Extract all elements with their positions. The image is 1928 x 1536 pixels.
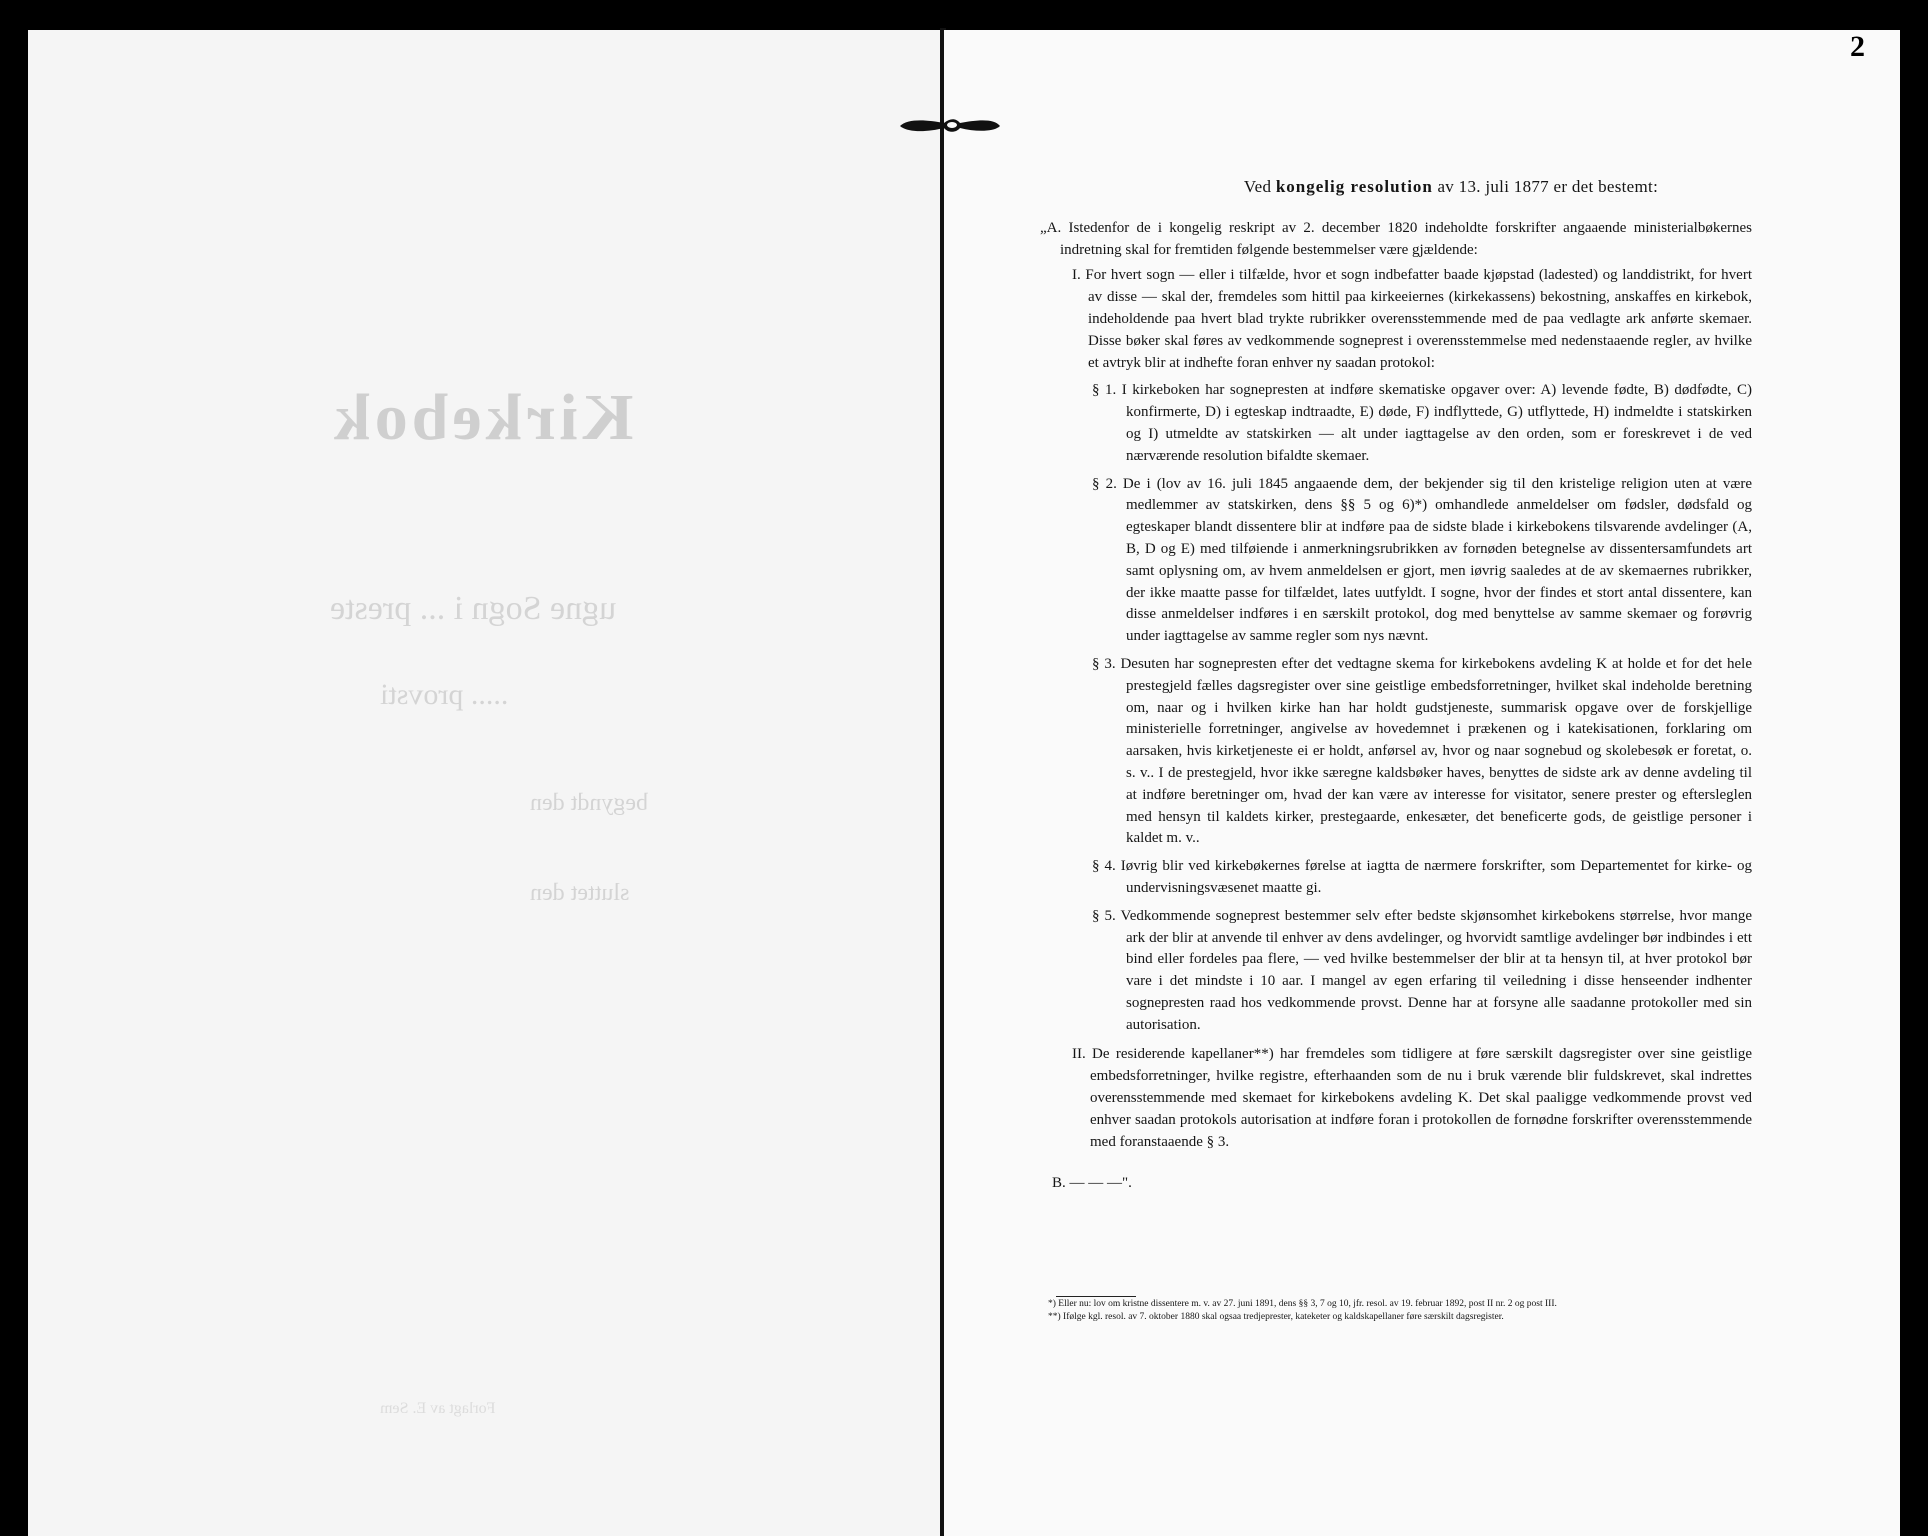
left-page-ghost-line: ugne Sogn i ... preste xyxy=(330,590,617,627)
section-i: I. For hvert sogn — eller i tilfælde, hvor et sogn indbefatter baade kjøpstad (ladested) og landdistrikt, for hvert av disse — skal der, fremdeles som hittil paa kirkeeiernes (kirkekassens) bekostning, anskaffes en kirkebok, indeholdende paa hvert blad trykte rubrikker overensstemmende med de paa vedlagte ark anførte skemaer. Disse bøker skal føres av vedkommende sogneprest i overensstemmelse med nedenstaaende regler, av hvilke et avtryk blir at indhefte foran enhver ny saadan protokol: xyxy=(1072,267,1752,371)
left-page-ghost-line: ..... provsti xyxy=(380,678,509,711)
page-number: 2 xyxy=(1850,30,1865,63)
footnotes xyxy=(1040,1290,1748,1324)
footnote-1: *) Eller nu: lov om kristne dissentere m. v. av 27. juni 1891, dens §§ 3, 7 og 10, jfr. resol. av 19. februar 1892, post II nr. 2 og post III. xyxy=(1048,1299,1557,1309)
paragraph-2: § 2. De i (lov av 16. juli 1845 angaaende dem, der bekjender sig til den kristelige religion uten at være medlemmer av statskirken, dens §§ 5 og 6)*) omhandlede anmeldelser om fødsler, dødsfald og egteskaper blandt dissentere blir at indføre paa de sidste blade i kirkebokens tilsvarende avdelinger (A, B, D og E) med tilføiende i anmerkningsrubrikken av fornøden betegnelse av dissentersamfundets art samt oplysning om, av hvem anmeldelsen er gjort, men iøvrig saaledes at de av skemaernes rubrikker, der ikke maatte passe for tilfældet, lates uutfyldt. I sogne, hvor der findes et stort antal dissentere, kan disse anmeldelser indføres i en særskilt protokol, dog med benyttelse av samme skemaer og forøvrig under iagttagelse av samme regler som nys nævnt. xyxy=(1092,475,1752,645)
paragraph-5: § 5. Vedkommende sogneprest bestemmer selv efter bedste skjønsomhet kirkebokens størrelse, hvor mange ark der blir at anvende til enhver av dens avdelinger, og hvorvidt samtlige avdelinger bør indbindes i ett bind eller fordeles paa flere, — ved hvilke bestemmelser der blir at ta hensyn til, at hver protokol bør vare i det mindste i 10 aar. I mangel av egen erfaring til veiledning i disse henseender indhenter sognepresten raad hos vedkommende provst. Denne har at forsyne alle saadanne protokoller med sin autorisation. xyxy=(1092,907,1752,1033)
section-ii: II. De residerende kapellaner**) har fremdeles som tidligere at føre særskilt dagsregister over sine geistlige embedsforretninger, hvilke registre, efterhaanden som de nu i bruk værende blir fuldskrevet, skal indrettes overensstemmende med skemaet for kirkebokens avdeling K. Det skal paaligge vedkommende provst ved enhver saadan protokols autorisation at indføre foran i protokollen de fornødne forskrifter overensstemmende med foranstaaende § 3. xyxy=(1072,1046,1752,1150)
paragraph-1: § 1. I kirkeboken har sognepresten at indføre skematiske opgaver over: A) levende fødte, B) dødfødte, C) konfirmerte, D) i egteskap indtraadte, E) døde, F) indflyttede, G) utflyttede, H) indmeldte i statskirken og I) utmeldte av statskirken — alt under iagttagelse av den orden, som er foreskrevet i de ved nærværende resolution bifaldte skemaer. xyxy=(1092,382,1752,464)
paragraph-4: § 4. Iøvrig blir ved kirkebøkernes førelse at iagtta de nærmere forskrifter, som Departementet for kirke- og undervisningsvæsenet maatte gi. xyxy=(1092,858,1752,896)
left-page-ghost-printer: Forlagt av E. Sem xyxy=(380,1400,496,1417)
section-a: „A. Istedenfor de i kongelig reskript av 2. december 1820 indeholdte forskrifter angaaende ministerialbøkernes indretning skal for fremtiden følgende bestemmelser være gjældende: xyxy=(1040,219,1752,258)
resolution-text xyxy=(1040,176,1752,1195)
left-page-ghost-line: begyndt den xyxy=(530,790,648,816)
left-page-ghost-title: Kirkebok xyxy=(330,381,634,454)
resolution-heading: Ved kongelig resolution av 13. juli 1877 er det bestemt: xyxy=(1243,177,1659,196)
left-page xyxy=(28,30,942,1536)
section-b: B. — — —". xyxy=(1052,1175,1132,1192)
binding-clasp-icon xyxy=(898,116,1002,134)
footnote-2: **) Ifølge kgl. resol. av 7. oktober 1880 skal ogsaa tredjeprester, kateketer og kaldskapellaner føre særskilt dagsregister. xyxy=(1048,1312,1504,1322)
left-page-ghost-line: sluttet den xyxy=(530,880,630,906)
paragraph-3: § 3. Desuten har sognepresten efter det vedtagne skema for kirkebokens avdeling K at holde et for det hele prestegjeld fælles dagsregister over sine geistlige embedsforretninger, hvilket skal indeholde beretning om, naar og i hvilken kirke han har holdt gudstjeneste, summarisk opgave over de forskjellige ministerielle forretninger, angivelse av hovedemnet i prækenen og i katekisationen, forklaring om aarsaken, hvis kirketjeneste ei er holdt, anførsel av, hvor og naar sognebud og skolebesøk er foretat, o. s. v.. I de prestegjeld, hvor ikke særegne kaldsbøker haves, benyttes de sidste ark av denne avdeling til at indføre beretninger om, hvad der kan være av interesse for visitator, senere prester og eftersleglen med hensyn til kaldets kirker, prestegaarde, enkesæter, det beneficerte gods, de geistlige personer i kaldet m. v.. xyxy=(1092,655,1752,847)
